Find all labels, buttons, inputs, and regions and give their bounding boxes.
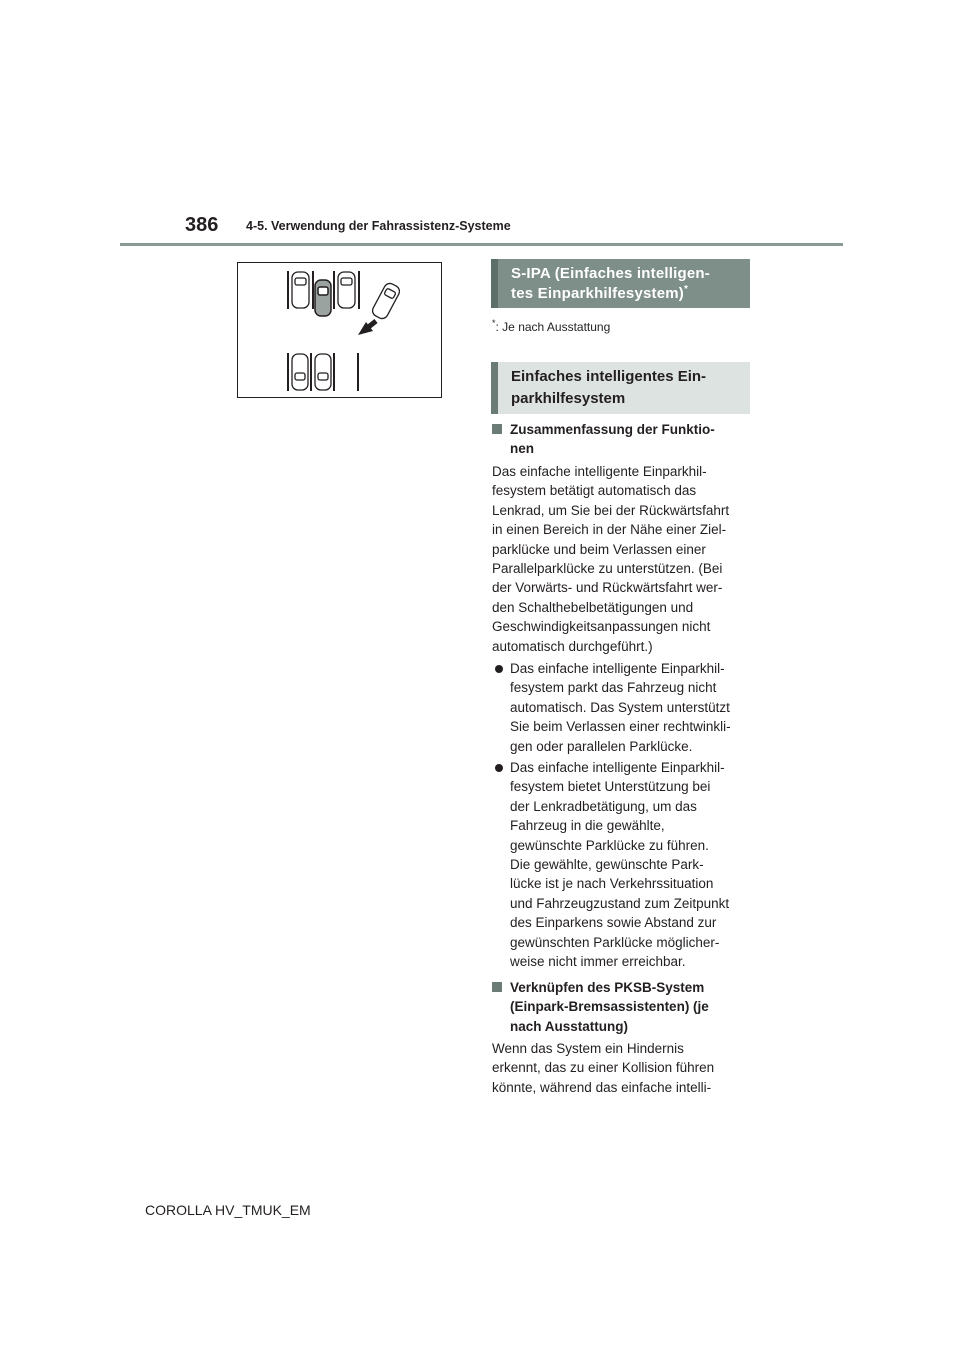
target-car — [315, 280, 331, 316]
parked-car — [315, 354, 331, 390]
square-bullet-icon — [492, 982, 502, 992]
pksb-paragraph — [492, 1039, 754, 1097]
summary-paragraph — [492, 462, 754, 656]
parked-car — [292, 354, 308, 390]
text-line: Das einfache intelligente Einparkhil- — [492, 464, 707, 479]
text-line: automatisch. Das System unterstützt — [510, 699, 730, 715]
square-bullet-icon — [492, 424, 502, 434]
text-line: den Schalthebelbetätigungen und — [492, 599, 694, 615]
text-line: des Einparkens sowie Abstand zur — [510, 915, 717, 931]
text-line: gewünschten Parklücke möglicher- — [510, 934, 720, 950]
parked-car-window — [341, 278, 352, 285]
text-line: Das einfache intelligente Einparkhil- — [510, 760, 725, 775]
text-line: parklücke und beim Verlassen einer — [492, 541, 706, 557]
text-line: der Vorwärts- und Rückwärtsfahrt wer- — [492, 580, 723, 596]
section-title: 4-5. Verwendung der Fahrassistenz-Systeme — [246, 219, 511, 233]
text-line: gewünschte Parklücke zu führen. — [510, 837, 709, 853]
parked-car-window — [295, 373, 305, 380]
text-line: Sie beim Verlassen einer rechtwinkli- — [510, 719, 731, 735]
parked-car-window — [295, 278, 306, 285]
pksb-heading-line: (Einpark-Bremsassistenten) (je — [510, 999, 709, 1015]
summary-heading-line: Zusammenfassung der Funktio- — [510, 422, 715, 437]
direction-arrow — [358, 321, 376, 335]
text-line: könnte, während das einfache intelli- — [492, 1079, 712, 1095]
text-line: automatisch durchgeführt.) — [492, 638, 653, 654]
parking-diagram-svg — [238, 263, 441, 397]
footer-model: COROLLA HV_TMUK_EM — [145, 1202, 311, 1218]
sub-heading — [491, 362, 750, 414]
text-line: weise nicht immer erreichbar. — [510, 954, 686, 970]
text-line: und Fahrzeugzustand zum Zeitpunkt — [510, 895, 730, 911]
main-heading-line2: tes Einparkhilfesystem) — [511, 285, 684, 302]
text-line: Das einfache intelligente Einparkhil- — [510, 661, 725, 676]
header-rule — [120, 243, 843, 246]
page-number: 386 — [185, 214, 219, 236]
text-line: Wenn das System ein Hindernis — [492, 1041, 684, 1056]
text-line: in einen Bereich in der Nähe einer Ziel- — [492, 522, 727, 538]
text-line: erkennt, das zu einer Kollision führen — [492, 1060, 715, 1076]
pksb-heading-line: nach Ausstattung) — [510, 1018, 628, 1034]
summary-heading-line: nen — [510, 441, 535, 457]
main-heading-line1: S-IPA (Einfaches intelligen- — [511, 265, 710, 282]
text-line: Die gewählte, gewünschte Park- — [510, 857, 704, 873]
main-heading — [491, 259, 750, 308]
text-line: fesystem bietet Unterstützung bei — [510, 779, 711, 795]
text-line: gen oder parallelen Parklücke. — [510, 738, 693, 754]
main-heading-marker: * — [684, 284, 689, 295]
footnote-marker: * — [492, 318, 496, 328]
parked-car-window — [318, 373, 328, 380]
footnote — [492, 318, 610, 334]
text-line: Lenkrad, um Sie bei der Rückwärtsfahrt — [492, 502, 730, 518]
text-line: fesystem parkt das Fahrzeug nicht — [510, 680, 717, 696]
bullet-dot-icon — [495, 764, 503, 772]
text-line: Parallelparklücke zu unterstützen. (Bei — [492, 561, 723, 577]
parking-illustration — [237, 262, 442, 398]
text-line: Geschwindigkeitsanpassungen nicht — [492, 619, 711, 635]
bullet-item — [492, 659, 754, 756]
bullet-item — [492, 758, 754, 971]
pksb-heading — [492, 978, 752, 1036]
footnote-text: : Je nach Ausstattung — [495, 320, 611, 334]
summary-heading — [492, 420, 752, 459]
text-line: lücke ist je nach Verkehrssituation — [510, 876, 714, 892]
sub-heading-line2: parkhilfesystem — [511, 390, 626, 407]
moving-car — [370, 281, 401, 320]
pksb-heading-line: Verknüpfen des PKSB-System — [510, 980, 705, 995]
text-line: der Lenkradbetätigung, um das — [510, 798, 697, 814]
bullet-dot-icon — [495, 665, 503, 673]
sub-heading-line1: Einfaches intelligentes Ein- — [511, 368, 707, 385]
text-line: Fahrzeug in die gewählte, — [510, 818, 665, 834]
target-car-window — [318, 287, 328, 295]
text-line: fesystem betätigt automatisch das — [492, 483, 697, 499]
